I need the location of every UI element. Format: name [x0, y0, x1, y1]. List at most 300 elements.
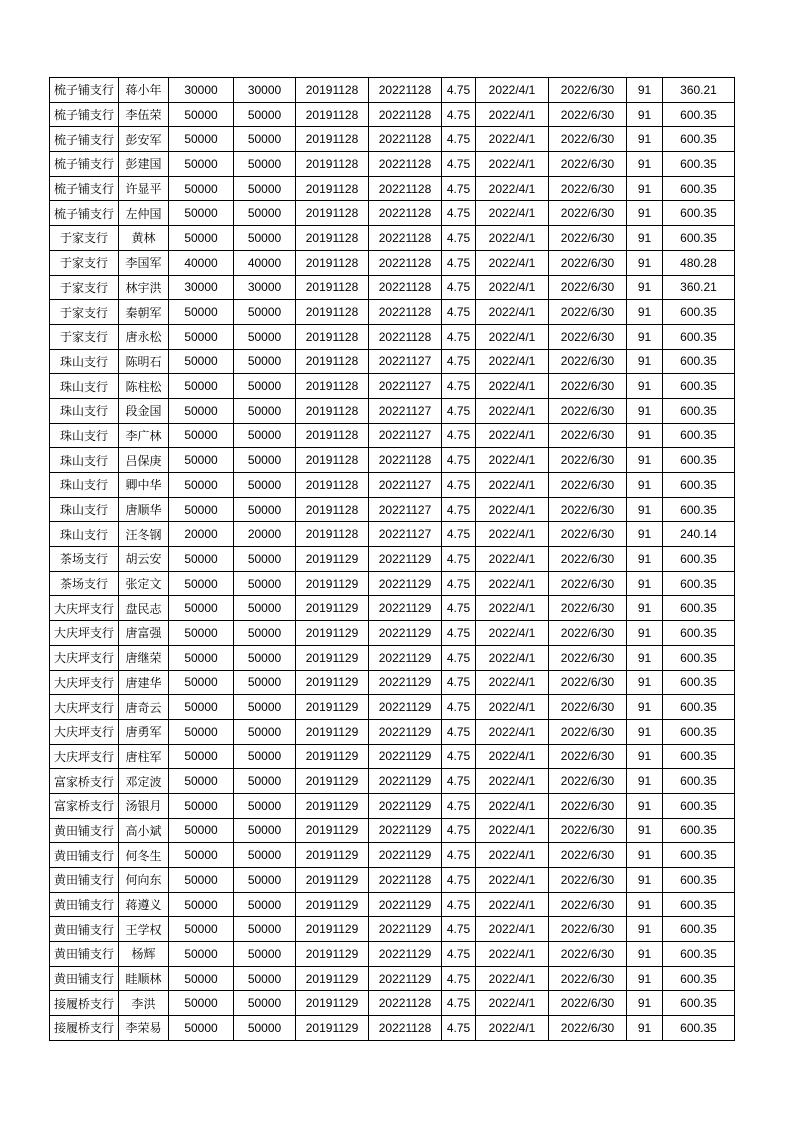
rate-cell: 4.75	[442, 596, 476, 621]
name-cell: 汤银月	[119, 793, 169, 818]
start-date-cell: 20191129	[296, 645, 369, 670]
balance-cell: 20000	[234, 522, 296, 547]
interest-cell: 600.35	[663, 374, 735, 399]
period-end-cell: 2022/6/30	[549, 818, 627, 843]
balance-cell: 50000	[234, 423, 296, 448]
branch-cell: 大庆坪支行	[50, 695, 119, 720]
start-date-cell: 20191128	[296, 349, 369, 374]
period-start-cell: 2022/4/1	[476, 596, 549, 621]
end-date-cell: 20221128	[369, 448, 442, 473]
branch-cell: 茶场支行	[50, 571, 119, 596]
days-cell: 91	[627, 226, 663, 251]
days-cell: 91	[627, 892, 663, 917]
end-date-cell: 20221128	[369, 1016, 442, 1041]
start-date-cell: 20191129	[296, 769, 369, 794]
interest-cell: 600.35	[663, 670, 735, 695]
table-row	[50, 78, 735, 103]
loan-amount-cell: 30000	[169, 78, 234, 103]
branch-cell: 富家桥支行	[50, 793, 119, 818]
days-cell: 91	[627, 374, 663, 399]
rate-cell: 4.75	[442, 78, 476, 103]
end-date-cell: 20221127	[369, 374, 442, 399]
period-end-cell: 2022/6/30	[549, 769, 627, 794]
interest-cell: 600.35	[663, 127, 735, 152]
rate-cell: 4.75	[442, 991, 476, 1016]
loan-amount-cell: 50000	[169, 300, 234, 325]
branch-cell: 黄田铺支行	[50, 966, 119, 991]
period-start-cell: 2022/4/1	[476, 744, 549, 769]
table-row	[50, 966, 735, 991]
balance-cell: 50000	[234, 324, 296, 349]
name-cell: 唐永松	[119, 324, 169, 349]
period-end-cell: 2022/6/30	[549, 176, 627, 201]
period-end-cell: 2022/6/30	[549, 78, 627, 103]
loan-amount-cell: 50000	[169, 448, 234, 473]
balance-cell: 50000	[234, 102, 296, 127]
balance-cell: 50000	[234, 695, 296, 720]
end-date-cell: 20221127	[369, 522, 442, 547]
branch-cell: 梳子铺支行	[50, 127, 119, 152]
end-date-cell: 20221128	[369, 868, 442, 893]
loan-amount-cell: 50000	[169, 744, 234, 769]
branch-cell: 于家支行	[50, 324, 119, 349]
interest-cell: 600.35	[663, 349, 735, 374]
start-date-cell: 20191128	[296, 448, 369, 473]
end-date-cell: 20221128	[369, 127, 442, 152]
days-cell: 91	[627, 645, 663, 670]
balance-cell: 50000	[234, 818, 296, 843]
balance-cell: 50000	[234, 596, 296, 621]
end-date-cell: 20221128	[369, 275, 442, 300]
table-row	[50, 176, 735, 201]
period-end-cell: 2022/6/30	[549, 473, 627, 498]
branch-cell: 珠山支行	[50, 473, 119, 498]
start-date-cell: 20191128	[296, 127, 369, 152]
table-row	[50, 744, 735, 769]
interest-cell: 360.21	[663, 78, 735, 103]
start-date-cell: 20191128	[296, 374, 369, 399]
days-cell: 91	[627, 917, 663, 942]
loan-amount-cell: 50000	[169, 473, 234, 498]
branch-cell: 珠山支行	[50, 497, 119, 522]
period-start-cell: 2022/4/1	[476, 818, 549, 843]
period-end-cell: 2022/6/30	[549, 324, 627, 349]
period-end-cell: 2022/6/30	[549, 843, 627, 868]
rate-cell: 4.75	[442, 226, 476, 251]
name-cell: 吕保庚	[119, 448, 169, 473]
interest-cell: 600.35	[663, 917, 735, 942]
interest-cell: 600.35	[663, 769, 735, 794]
period-start-cell: 2022/4/1	[476, 571, 549, 596]
days-cell: 91	[627, 571, 663, 596]
interest-cell: 600.35	[663, 497, 735, 522]
end-date-cell: 20221128	[369, 226, 442, 251]
rate-cell: 4.75	[442, 670, 476, 695]
end-date-cell: 20221129	[369, 571, 442, 596]
name-cell: 左仲国	[119, 201, 169, 226]
start-date-cell: 20191129	[296, 793, 369, 818]
interest-cell: 600.35	[663, 695, 735, 720]
table-row	[50, 398, 735, 423]
days-cell: 91	[627, 695, 663, 720]
table-row	[50, 645, 735, 670]
name-cell: 高小斌	[119, 818, 169, 843]
days-cell: 91	[627, 596, 663, 621]
period-start-cell: 2022/4/1	[476, 201, 549, 226]
table-row	[50, 571, 735, 596]
name-cell: 黄林	[119, 226, 169, 251]
period-start-cell: 2022/4/1	[476, 250, 549, 275]
name-cell: 眭顺林	[119, 966, 169, 991]
table-row	[50, 719, 735, 744]
branch-cell: 接履桥支行	[50, 991, 119, 1016]
days-cell: 91	[627, 398, 663, 423]
rate-cell: 4.75	[442, 793, 476, 818]
balance-cell: 50000	[234, 127, 296, 152]
loan-amount-cell: 50000	[169, 991, 234, 1016]
name-cell: 段金国	[119, 398, 169, 423]
interest-cell: 600.35	[663, 818, 735, 843]
start-date-cell: 20191129	[296, 596, 369, 621]
start-date-cell: 20191128	[296, 78, 369, 103]
loan-amount-cell: 50000	[169, 769, 234, 794]
period-start-cell: 2022/4/1	[476, 621, 549, 646]
start-date-cell: 20191129	[296, 571, 369, 596]
period-end-cell: 2022/6/30	[549, 991, 627, 1016]
balance-cell: 50000	[234, 547, 296, 572]
rate-cell: 4.75	[442, 176, 476, 201]
rate-cell: 4.75	[442, 621, 476, 646]
rate-cell: 4.75	[442, 152, 476, 177]
period-end-cell: 2022/6/30	[549, 201, 627, 226]
rate-cell: 4.75	[442, 695, 476, 720]
rate-cell: 4.75	[442, 448, 476, 473]
loan-amount-cell: 50000	[169, 966, 234, 991]
name-cell: 张定文	[119, 571, 169, 596]
branch-cell: 富家桥支行	[50, 769, 119, 794]
rate-cell: 4.75	[442, 300, 476, 325]
start-date-cell: 20191128	[296, 522, 369, 547]
period-start-cell: 2022/4/1	[476, 78, 549, 103]
period-start-cell: 2022/4/1	[476, 300, 549, 325]
interest-cell: 600.35	[663, 843, 735, 868]
end-date-cell: 20221129	[369, 670, 442, 695]
end-date-cell: 20221129	[369, 966, 442, 991]
end-date-cell: 20221128	[369, 78, 442, 103]
table-row	[50, 374, 735, 399]
balance-cell: 50000	[234, 1016, 296, 1041]
period-start-cell: 2022/4/1	[476, 127, 549, 152]
interest-cell: 600.35	[663, 176, 735, 201]
rate-cell: 4.75	[442, 275, 476, 300]
loan-amount-cell: 50000	[169, 818, 234, 843]
branch-cell: 大庆坪支行	[50, 596, 119, 621]
rate-cell: 4.75	[442, 473, 476, 498]
interest-cell: 360.21	[663, 275, 735, 300]
table-row	[50, 324, 735, 349]
loan-amount-cell: 50000	[169, 497, 234, 522]
end-date-cell: 20221127	[369, 473, 442, 498]
start-date-cell: 20191128	[296, 152, 369, 177]
loan-amount-cell: 50000	[169, 892, 234, 917]
table-row	[50, 621, 735, 646]
period-end-cell: 2022/6/30	[549, 102, 627, 127]
balance-cell: 50000	[234, 374, 296, 399]
loan-amount-cell: 30000	[169, 275, 234, 300]
name-cell: 陈明石	[119, 349, 169, 374]
period-start-cell: 2022/4/1	[476, 670, 549, 695]
table-row	[50, 1016, 735, 1041]
period-end-cell: 2022/6/30	[549, 423, 627, 448]
interest-cell: 600.35	[663, 596, 735, 621]
start-date-cell: 20191129	[296, 843, 369, 868]
start-date-cell: 20191129	[296, 744, 369, 769]
interest-cell: 600.35	[663, 942, 735, 967]
period-start-cell: 2022/4/1	[476, 324, 549, 349]
name-cell: 汪冬钢	[119, 522, 169, 547]
loan-amount-cell: 50000	[169, 226, 234, 251]
days-cell: 91	[627, 991, 663, 1016]
period-start-cell: 2022/4/1	[476, 152, 549, 177]
loan-amount-cell: 50000	[169, 152, 234, 177]
start-date-cell: 20191128	[296, 201, 369, 226]
interest-cell: 600.35	[663, 571, 735, 596]
loan-amount-cell: 50000	[169, 645, 234, 670]
loan-interest-table	[49, 77, 735, 1041]
period-start-cell: 2022/4/1	[476, 398, 549, 423]
end-date-cell: 20221128	[369, 300, 442, 325]
start-date-cell: 20191129	[296, 547, 369, 572]
branch-cell: 黄田铺支行	[50, 868, 119, 893]
days-cell: 91	[627, 473, 663, 498]
rate-cell: 4.75	[442, 250, 476, 275]
days-cell: 91	[627, 497, 663, 522]
period-end-cell: 2022/6/30	[549, 695, 627, 720]
interest-cell: 600.35	[663, 448, 735, 473]
start-date-cell: 20191128	[296, 497, 369, 522]
start-date-cell: 20191128	[296, 398, 369, 423]
loan-amount-cell: 50000	[169, 670, 234, 695]
start-date-cell: 20191128	[296, 176, 369, 201]
start-date-cell: 20191128	[296, 226, 369, 251]
balance-cell: 30000	[234, 275, 296, 300]
branch-cell: 梳子铺支行	[50, 201, 119, 226]
branch-cell: 茶场支行	[50, 547, 119, 572]
days-cell: 91	[627, 300, 663, 325]
interest-cell: 240.14	[663, 522, 735, 547]
loan-amount-cell: 40000	[169, 250, 234, 275]
period-end-cell: 2022/6/30	[549, 250, 627, 275]
days-cell: 91	[627, 275, 663, 300]
interest-cell: 600.35	[663, 719, 735, 744]
balance-cell: 50000	[234, 793, 296, 818]
balance-cell: 50000	[234, 843, 296, 868]
branch-cell: 大庆坪支行	[50, 744, 119, 769]
balance-cell: 50000	[234, 300, 296, 325]
end-date-cell: 20221127	[369, 497, 442, 522]
table-row	[50, 473, 735, 498]
table-body	[50, 78, 735, 1041]
table-row	[50, 547, 735, 572]
days-cell: 91	[627, 201, 663, 226]
end-date-cell: 20221128	[369, 152, 442, 177]
balance-cell: 50000	[234, 769, 296, 794]
start-date-cell: 20191129	[296, 991, 369, 1016]
balance-cell: 30000	[234, 78, 296, 103]
balance-cell: 50000	[234, 966, 296, 991]
interest-cell: 480.28	[663, 250, 735, 275]
period-start-cell: 2022/4/1	[476, 917, 549, 942]
end-date-cell: 20221128	[369, 201, 442, 226]
period-start-cell: 2022/4/1	[476, 1016, 549, 1041]
period-start-cell: 2022/4/1	[476, 374, 549, 399]
interest-cell: 600.35	[663, 324, 735, 349]
rate-cell: 4.75	[442, 374, 476, 399]
branch-cell: 黄田铺支行	[50, 843, 119, 868]
loan-amount-cell: 50000	[169, 176, 234, 201]
end-date-cell: 20221129	[369, 695, 442, 720]
end-date-cell: 20221129	[369, 645, 442, 670]
branch-cell: 梳子铺支行	[50, 78, 119, 103]
days-cell: 91	[627, 942, 663, 967]
table-row	[50, 522, 735, 547]
branch-cell: 接履桥支行	[50, 1016, 119, 1041]
end-date-cell: 20221127	[369, 423, 442, 448]
table-row	[50, 670, 735, 695]
balance-cell: 50000	[234, 744, 296, 769]
interest-cell: 600.35	[663, 102, 735, 127]
period-end-cell: 2022/6/30	[549, 596, 627, 621]
period-end-cell: 2022/6/30	[549, 152, 627, 177]
balance-cell: 50000	[234, 571, 296, 596]
loan-amount-cell: 50000	[169, 324, 234, 349]
loan-amount-cell: 50000	[169, 793, 234, 818]
period-start-cell: 2022/4/1	[476, 423, 549, 448]
balance-cell: 50000	[234, 892, 296, 917]
loan-amount-cell: 50000	[169, 695, 234, 720]
rate-cell: 4.75	[442, 127, 476, 152]
period-start-cell: 2022/4/1	[476, 645, 549, 670]
end-date-cell: 20221129	[369, 621, 442, 646]
balance-cell: 50000	[234, 448, 296, 473]
interest-cell: 600.35	[663, 423, 735, 448]
start-date-cell: 20191129	[296, 818, 369, 843]
interest-cell: 600.35	[663, 152, 735, 177]
period-end-cell: 2022/6/30	[549, 645, 627, 670]
name-cell: 秦朝军	[119, 300, 169, 325]
rate-cell: 4.75	[442, 1016, 476, 1041]
table-row	[50, 349, 735, 374]
name-cell: 何冬生	[119, 843, 169, 868]
days-cell: 91	[627, 324, 663, 349]
loan-amount-cell: 50000	[169, 596, 234, 621]
table-row	[50, 448, 735, 473]
rate-cell: 4.75	[442, 398, 476, 423]
loan-amount-cell: 50000	[169, 423, 234, 448]
days-cell: 91	[627, 176, 663, 201]
name-cell: 李广林	[119, 423, 169, 448]
interest-cell: 600.35	[663, 547, 735, 572]
period-start-cell: 2022/4/1	[476, 695, 549, 720]
period-end-cell: 2022/6/30	[549, 793, 627, 818]
days-cell: 91	[627, 843, 663, 868]
balance-cell: 50000	[234, 917, 296, 942]
name-cell: 唐勇军	[119, 719, 169, 744]
interest-cell: 600.35	[663, 398, 735, 423]
start-date-cell: 20191128	[296, 324, 369, 349]
period-end-cell: 2022/6/30	[549, 942, 627, 967]
branch-cell: 黄田铺支行	[50, 892, 119, 917]
days-cell: 91	[627, 78, 663, 103]
end-date-cell: 20221129	[369, 892, 442, 917]
start-date-cell: 20191129	[296, 670, 369, 695]
end-date-cell: 20221129	[369, 596, 442, 621]
rate-cell: 4.75	[442, 102, 476, 127]
period-start-cell: 2022/4/1	[476, 793, 549, 818]
end-date-cell: 20221129	[369, 744, 442, 769]
days-cell: 91	[627, 769, 663, 794]
loan-amount-cell: 50000	[169, 374, 234, 399]
rate-cell: 4.75	[442, 917, 476, 942]
period-end-cell: 2022/6/30	[549, 670, 627, 695]
period-end-cell: 2022/6/30	[549, 226, 627, 251]
rate-cell: 4.75	[442, 843, 476, 868]
period-end-cell: 2022/6/30	[549, 374, 627, 399]
rate-cell: 4.75	[442, 818, 476, 843]
rate-cell: 4.75	[442, 892, 476, 917]
name-cell: 卿中华	[119, 473, 169, 498]
name-cell: 李荣易	[119, 1016, 169, 1041]
table-row	[50, 793, 735, 818]
rate-cell: 4.75	[442, 645, 476, 670]
start-date-cell: 20191129	[296, 942, 369, 967]
table-row	[50, 201, 735, 226]
branch-cell: 大庆坪支行	[50, 670, 119, 695]
branch-cell: 珠山支行	[50, 448, 119, 473]
start-date-cell: 20191128	[296, 102, 369, 127]
days-cell: 91	[627, 423, 663, 448]
interest-cell: 600.35	[663, 892, 735, 917]
interest-cell: 600.35	[663, 868, 735, 893]
name-cell: 彭建国	[119, 152, 169, 177]
end-date-cell: 20221129	[369, 547, 442, 572]
period-end-cell: 2022/6/30	[549, 719, 627, 744]
period-start-cell: 2022/4/1	[476, 473, 549, 498]
table-row	[50, 423, 735, 448]
period-start-cell: 2022/4/1	[476, 497, 549, 522]
rate-cell: 4.75	[442, 719, 476, 744]
start-date-cell: 20191128	[296, 250, 369, 275]
name-cell: 李伍荣	[119, 102, 169, 127]
period-start-cell: 2022/4/1	[476, 102, 549, 127]
name-cell: 陈柱松	[119, 374, 169, 399]
name-cell: 彭安军	[119, 127, 169, 152]
name-cell: 胡云安	[119, 547, 169, 572]
interest-cell: 600.35	[663, 966, 735, 991]
balance-cell: 50000	[234, 868, 296, 893]
branch-cell: 于家支行	[50, 275, 119, 300]
name-cell: 唐建华	[119, 670, 169, 695]
period-start-cell: 2022/4/1	[476, 991, 549, 1016]
days-cell: 91	[627, 127, 663, 152]
end-date-cell: 20221129	[369, 942, 442, 967]
name-cell: 王学权	[119, 917, 169, 942]
end-date-cell: 20221129	[369, 818, 442, 843]
period-end-cell: 2022/6/30	[549, 621, 627, 646]
branch-cell: 梳子铺支行	[50, 176, 119, 201]
days-cell: 91	[627, 1016, 663, 1041]
period-end-cell: 2022/6/30	[549, 398, 627, 423]
